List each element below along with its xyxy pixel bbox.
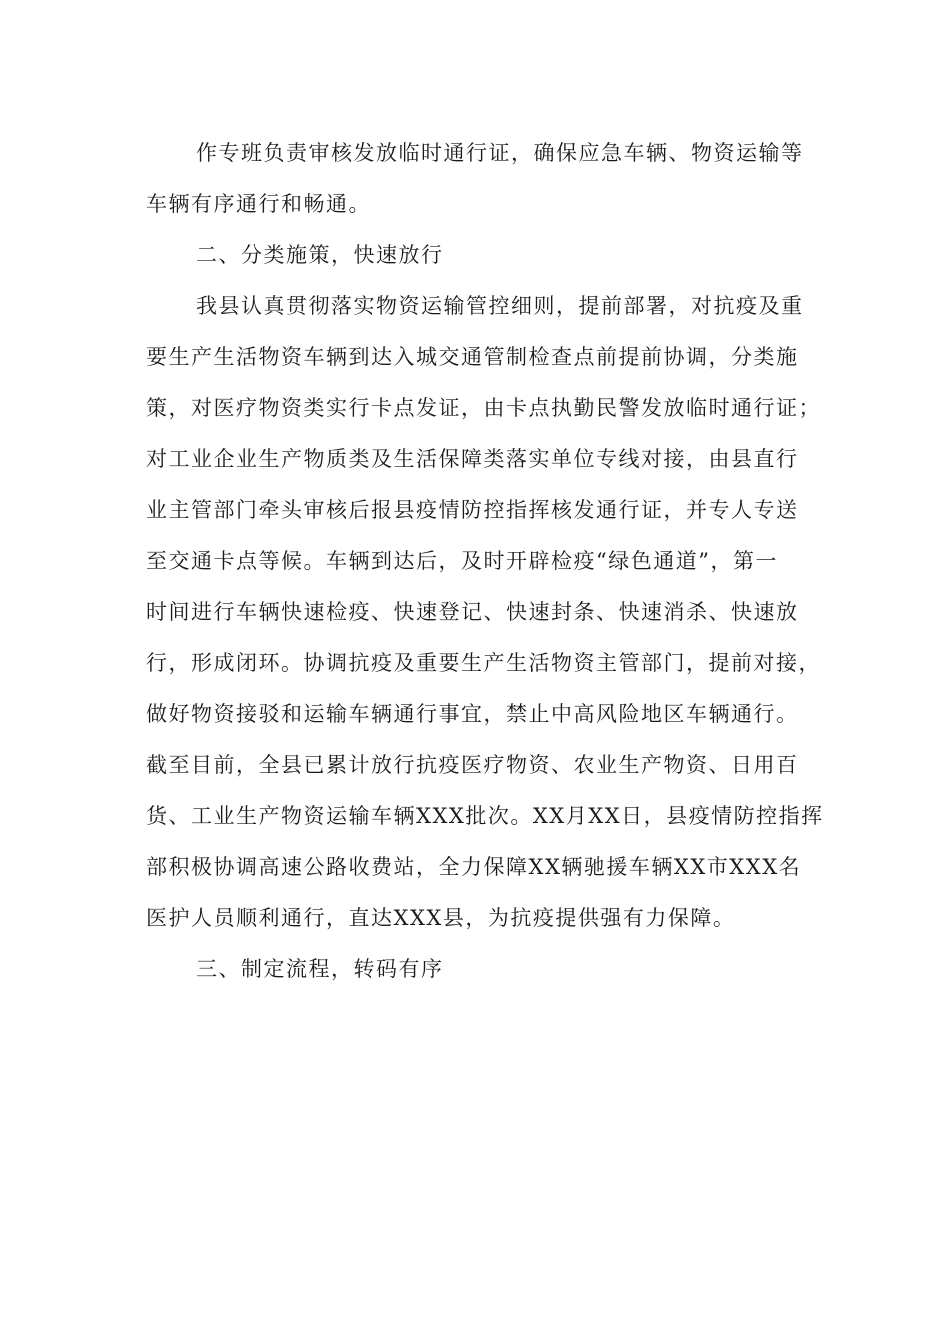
- paragraph-line: 时间进行车辆快速检疫、快速登记、快速封条、快速消杀、快速放: [146, 600, 799, 624]
- paragraph-line: 我县认真贯彻落实物资运输管控细则，提前部署，对抗疫及重: [196, 294, 804, 318]
- paragraph-line: 策，对医疗物资类实行卡点发证，由卡点执勤民警发放临时通行证；: [146, 396, 821, 420]
- paragraph-line: 医护人员顺利通行，直达XXX县，为抗疫提供强有力保障。: [146, 906, 736, 930]
- paragraph-line: 截至目前，全县已累计放行抗疫医疗物资、农业生产物资、日用百: [146, 753, 799, 777]
- paragraph-line: 做好物资接驳和运输车辆通行事宜，禁止中高风险地区车辆通行。: [146, 702, 799, 726]
- paragraph-line: 业主管部门牵头审核后报县疫情防控指挥核发通行证，并专人专送: [146, 498, 799, 522]
- section-heading: 三、制定流程，转码有序: [196, 957, 444, 981]
- paragraph-line: 行，形成闭环。协调抗疫及重要生产生活物资主管部门，提前对接，: [146, 651, 821, 675]
- paragraph-line: 对工业企业生产物质类及生活保障类落实单位专线对接，由县直行: [146, 447, 799, 471]
- paragraph-line: 至交通卡点等候。车辆到达后，及时开辟检疫“绿色通道”，第一: [146, 549, 778, 573]
- document-body: [146, 128, 824, 995]
- paragraph-line: 部积极协调高速公路收费站，全力保障XX辆驰援车辆XX市XXX名: [146, 855, 802, 879]
- paragraph-line: 作专班负责审核发放临时通行证，确保应急车辆、物资运输等: [196, 141, 804, 165]
- section-heading: 二、分类施策，快速放行: [196, 243, 444, 267]
- paragraph-line: 要生产生活物资车辆到达入城交通管制检查点前提前协调，分类施: [146, 345, 799, 369]
- paragraph-line: 货、工业生产物资运输车辆XXX批次。XX月XX日，县疫情防控指挥: [146, 804, 824, 828]
- paragraph-line: 车辆有序通行和畅通。: [146, 192, 371, 216]
